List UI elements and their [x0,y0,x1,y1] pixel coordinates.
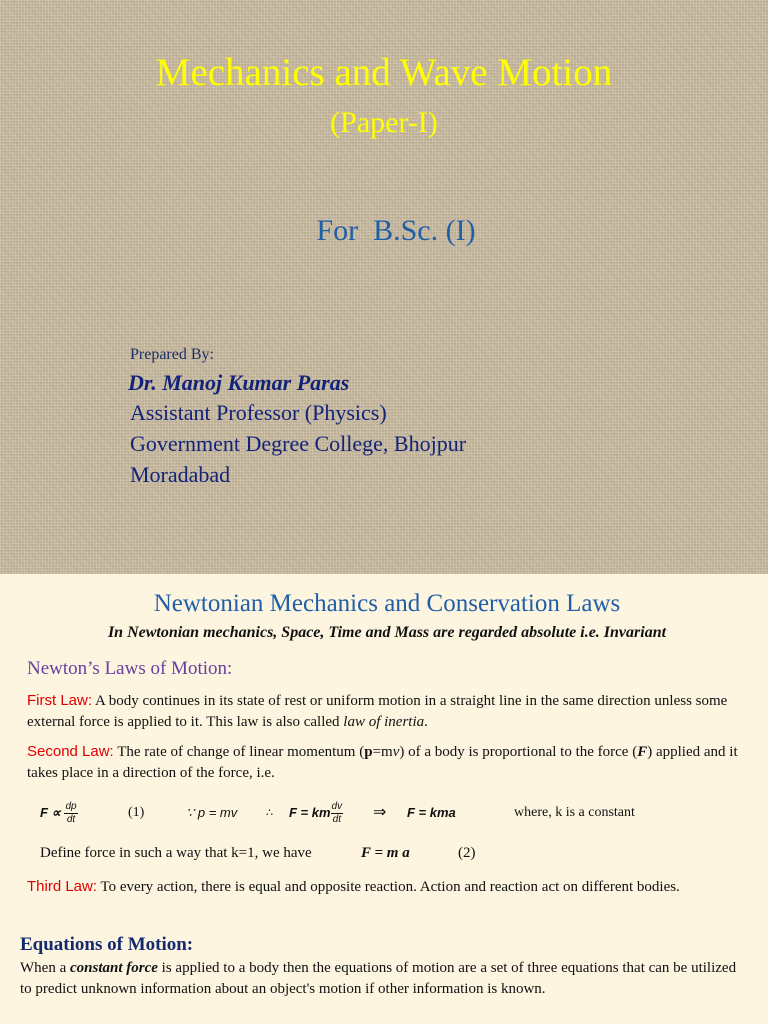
prepared-by-label: Prepared By: [130,346,214,363]
eq-since: ∵ p = mv [186,805,238,820]
equation-row [0,793,768,833]
velocity-symbol: v [392,744,400,760]
eom-term: constant force [69,960,158,976]
define-text: Define force in such a way that k=1, we have [40,845,312,861]
first-law-paragraph [27,690,742,733]
first-law-end: . [424,714,428,730]
author-name: Dr. Manoj Kumar Paras [128,370,350,395]
define-equation: F = m a [361,845,410,861]
third-law-paragraph [27,876,742,898]
second-law-text: The rate of change of linear momentum ( [113,744,365,760]
define-row [40,842,476,864]
second-law-paragraph [27,741,742,784]
fraction-dv-dt: $\frac{dv}{dt}$ [331,801,343,826]
eq-f-km: F = km $\frac{dv}{dt}$ [289,801,343,826]
first-law-text: A body continues in its state of rest or uniform motion in a straight line in the same direction unless some external force is applied to it. This law is also called [27,693,728,730]
eom-text: When a [20,960,70,976]
eq-number-2: (2) [458,845,476,861]
author-college: Government Degree College, Bhojpur [130,431,467,456]
section-title: Newtonian Mechanics and Conservation Laws [153,590,621,617]
eq-lhs: F ∝ $\frac{dp}{dt}$ [40,801,77,826]
third-law-text: To every action, there is equal and opposite reaction. Action and reaction act on different bodies. [97,879,680,895]
eq-number-1: (1) [128,805,145,820]
second-law-label: Second Law: [27,743,114,760]
fraction-dp-dt: $\frac{dp}{dt}$ [65,801,77,826]
laws-heading: Newton’s Laws of Motion: [27,658,233,679]
first-law-label: First Law: [27,692,93,709]
section-subtitle: In Newtonian mechanics, Space, Time and Mass are regarded absolute i.e. Invariant [107,624,667,641]
eq-f-kma: F = kma [407,805,456,820]
eom-paragraph [20,958,750,1000]
eq-therefore: ∴ [266,807,273,819]
force-symbol: F [637,744,648,760]
slide-title: Mechanics and Wave Motion [155,51,613,94]
momentum-eq: =m [372,744,393,760]
author-designation: Assistant Professor (Physics) [130,400,387,425]
author-city: Moradabad [130,462,231,487]
eq-implies: ⇒ [373,804,387,821]
first-law-term: law of inertia [343,714,425,730]
momentum-symbol: p [364,744,373,760]
course-line: For B.Sc. (I) [316,214,476,247]
slide-subtitle: (Paper-I) [330,106,438,139]
third-law-label: Third Law: [27,878,98,895]
eom-heading: Equations of Motion: [20,934,194,955]
second-law-text-2: ) of a body is proportional to the force ( [399,744,638,760]
eq-where: where, k is a constant [514,805,635,820]
second-law-text-3: ) applied and it takes place in a direction of the force, i.e. [27,744,738,781]
content-slide [0,574,768,1024]
eom-text-2: is applied to a body then the equations of motion are a set of three equations that can be utilized to predict unknown information about an object's motion if other information is known. [20,960,737,997]
